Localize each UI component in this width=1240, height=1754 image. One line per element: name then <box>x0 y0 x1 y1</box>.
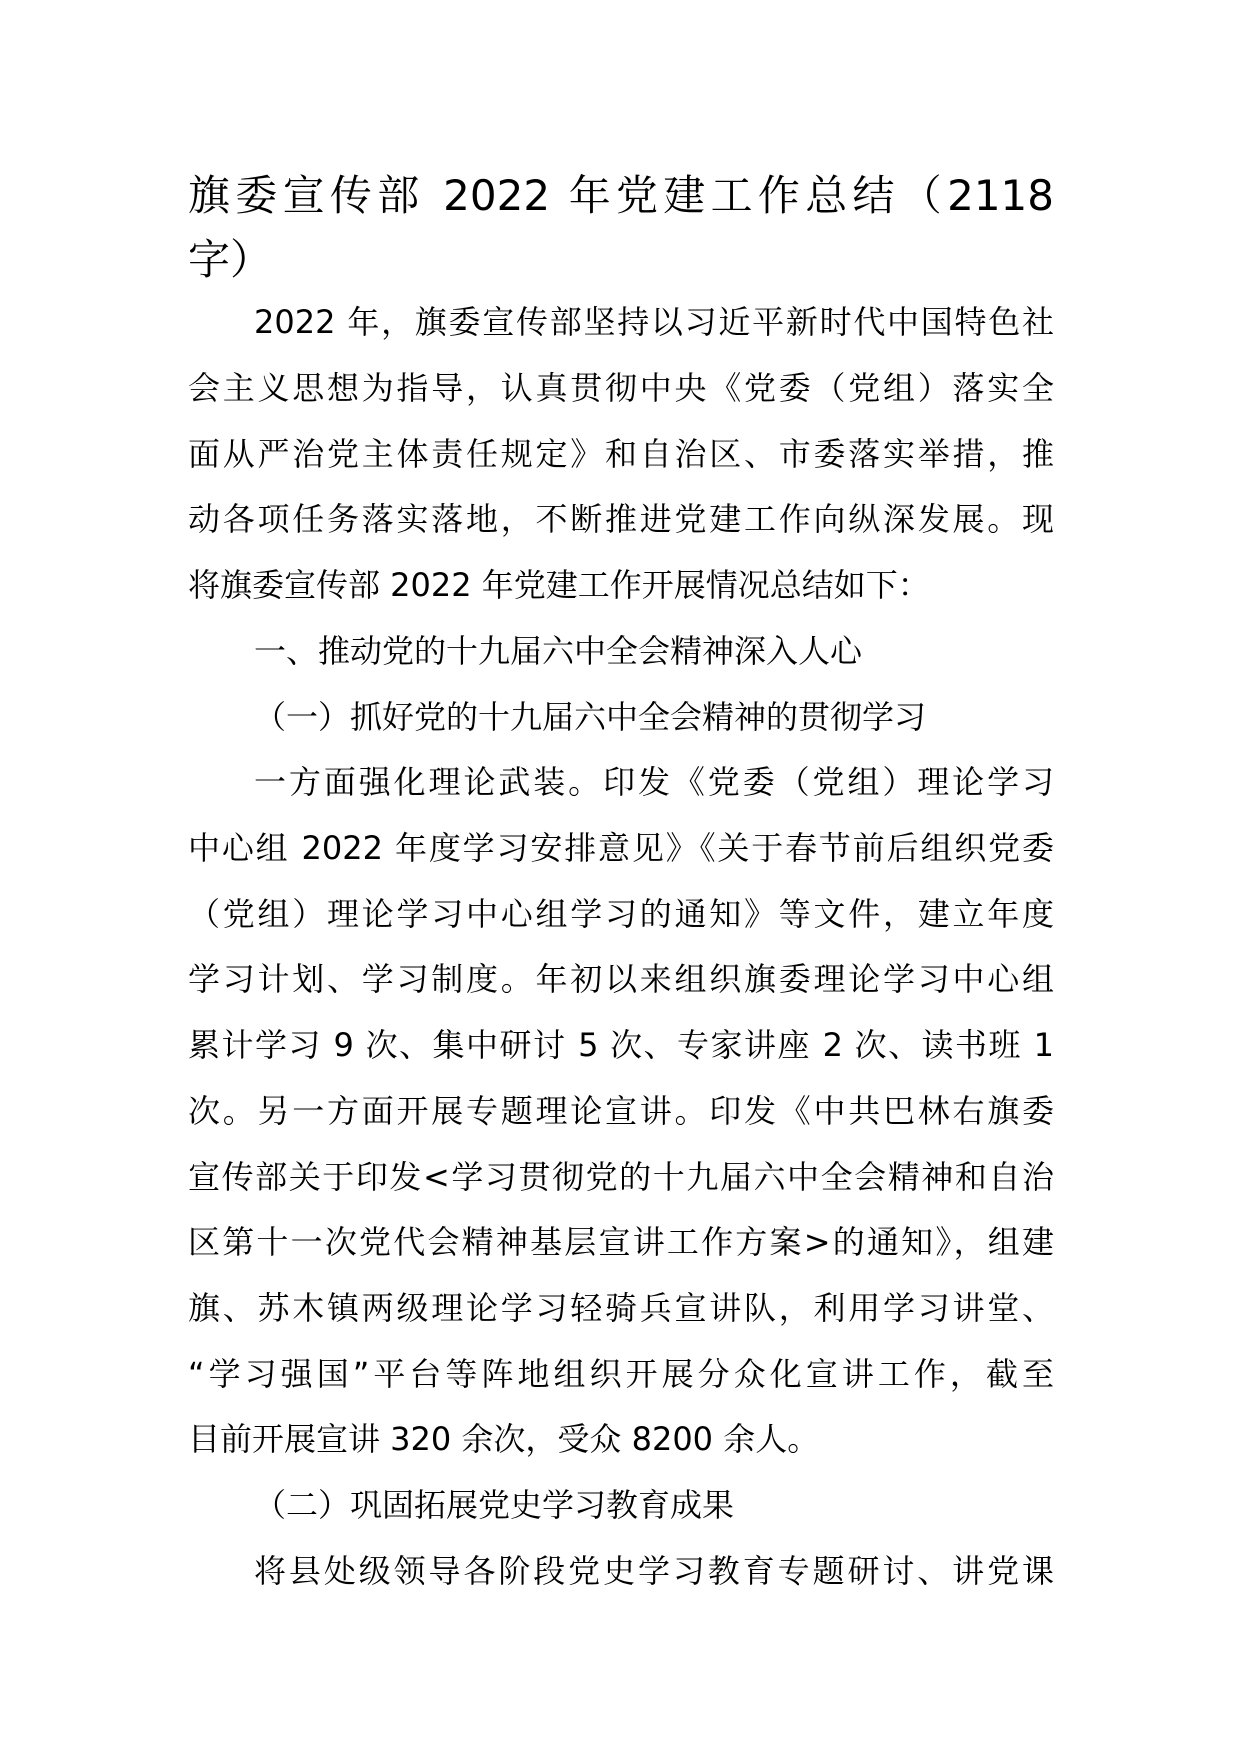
subsection-heading-2: （二）巩固拓展党史学习教育成果 <box>254 1486 735 1524</box>
paragraph-intro-line-3: 面从严治党主体责任规定》和自治区、市委落实举措，推 <box>188 435 1054 473</box>
paragraph-intro-line-4: 动各项任务落实落地，不断推进党建工作向纵深发展。现 <box>188 500 1054 538</box>
paragraph-study-line-3: （党组）理论学习中心组学习的通知》等文件，建立年度 <box>188 895 1054 933</box>
document-title-line-1: 旗委宣传部 2022 年党建工作总结（2118 <box>188 171 1054 220</box>
paragraph-study-line-5: 累计学习 9 次、集中研讨 5 次、专家讲座 2 次、读书班 1 <box>188 1026 1054 1064</box>
paragraph-study-line-10: “学习强国”平台等阵地组织开展分众化宣讲工作，截至 <box>188 1355 1054 1393</box>
paragraph-study-line-8: 区第十一次党代会精神基层宣讲工作方案>的通知》，组建 <box>188 1223 1054 1261</box>
paragraph-intro-line-2: 会主义思想为指导，认真贯彻中央《党委（党组）落实全 <box>188 369 1054 407</box>
paragraph-study-line-6: 次。另一方面开展专题理论宣讲。印发《中共巴林右旗委 <box>188 1092 1054 1130</box>
subsection-heading-1: （一）抓好党的十九届六中全会精神的贯彻学习 <box>254 698 927 736</box>
paragraph-study-line-11: 目前开展宣讲 320 余次，受众 8200 余人。 <box>188 1420 820 1458</box>
paragraph-study-line-1: 一方面强化理论武装。印发《党委（党组）理论学习 <box>254 763 1054 801</box>
paragraph-intro-line-1: 2022 年，旗委宣传部坚持以习近平新时代中国特色社 <box>254 303 1054 341</box>
paragraph-intro-line-5: 将旗委宣传部 2022 年党建工作开展情况总结如下： <box>188 566 930 604</box>
paragraph-study-line-9: 旗、苏木镇两级理论学习轻骑兵宣讲队，利用学习讲堂、 <box>188 1289 1054 1327</box>
paragraph-study-line-2: 中心组 2022 年度学习安排意见》《关于春节前后组织党委 <box>188 829 1054 867</box>
paragraph-study-line-4: 学习计划、学习制度。年初以来组织旗委理论学习中心组 <box>188 960 1054 998</box>
paragraph-study-line-7: 宣传部关于印发<学习贯彻党的十九届六中全会精神和自治 <box>188 1158 1054 1196</box>
document-title-line-2: 字） <box>188 235 273 284</box>
section-heading-1: 一、推动党的十九届六中全会精神深入人心 <box>254 632 863 670</box>
paragraph-history-line-1: 将县处级领导各阶段党史学习教育专题研讨、讲党课 <box>254 1552 1054 1590</box>
